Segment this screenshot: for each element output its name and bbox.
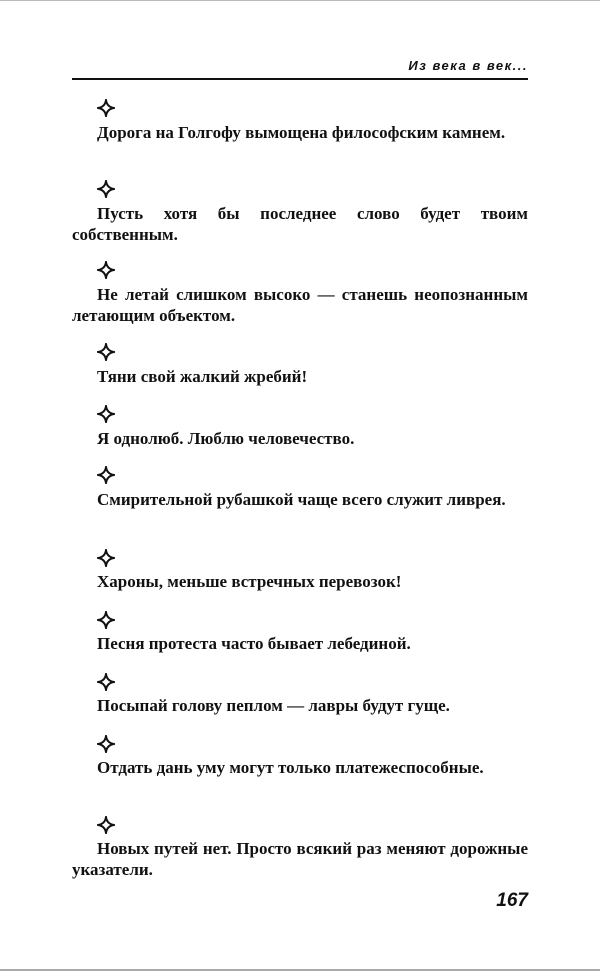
diamond-star-icon bbox=[97, 549, 115, 567]
aphorism: Пусть хотя бы последнее слово будет твоим собственным. bbox=[72, 204, 528, 244]
diamond-star-icon bbox=[97, 343, 115, 361]
diamond-star-icon bbox=[97, 466, 115, 484]
scan-bottom-edge bbox=[0, 969, 600, 971]
diamond-star-icon bbox=[97, 261, 115, 279]
aphorism: Дорога на Голгофу вымощена философским камнем. bbox=[97, 123, 506, 142]
aphorism: Тяни свой жалкий жребий! bbox=[97, 367, 308, 386]
aphorism: Посыпай голову пеплом — лавры будут гуще. bbox=[97, 696, 450, 715]
aphorism: Я однолюб. Люблю человечество. bbox=[97, 429, 355, 448]
aphorism: Хароны, меньше встречных перевозок! bbox=[97, 572, 402, 591]
aphorism: Смирительной рубашкой чаще всего служит ливрея. bbox=[97, 490, 506, 509]
aphorism: Новых путей нет. Просто всякий раз меняют дорожные указатели. bbox=[72, 839, 528, 879]
page-number: 167 bbox=[496, 890, 528, 911]
diamond-star-icon bbox=[97, 673, 115, 691]
aphorism: Отдать дань уму могут только платежеспособные. bbox=[97, 758, 484, 777]
diamond-star-icon bbox=[97, 735, 115, 753]
aphorism: Не летай слишком высоко — станешь неопознанным летающим объектом. bbox=[72, 285, 528, 325]
diamond-star-icon bbox=[97, 611, 115, 629]
scan-top-edge bbox=[0, 0, 600, 1]
diamond-star-icon bbox=[97, 405, 115, 423]
diamond-star-icon bbox=[97, 99, 115, 117]
diamond-star-icon bbox=[97, 816, 115, 834]
header-rule bbox=[72, 78, 528, 80]
aphorism: Песня протеста часто бывает лебединой. bbox=[97, 634, 411, 653]
running-header: Из века в век... bbox=[408, 58, 528, 73]
diamond-star-icon bbox=[97, 180, 115, 198]
